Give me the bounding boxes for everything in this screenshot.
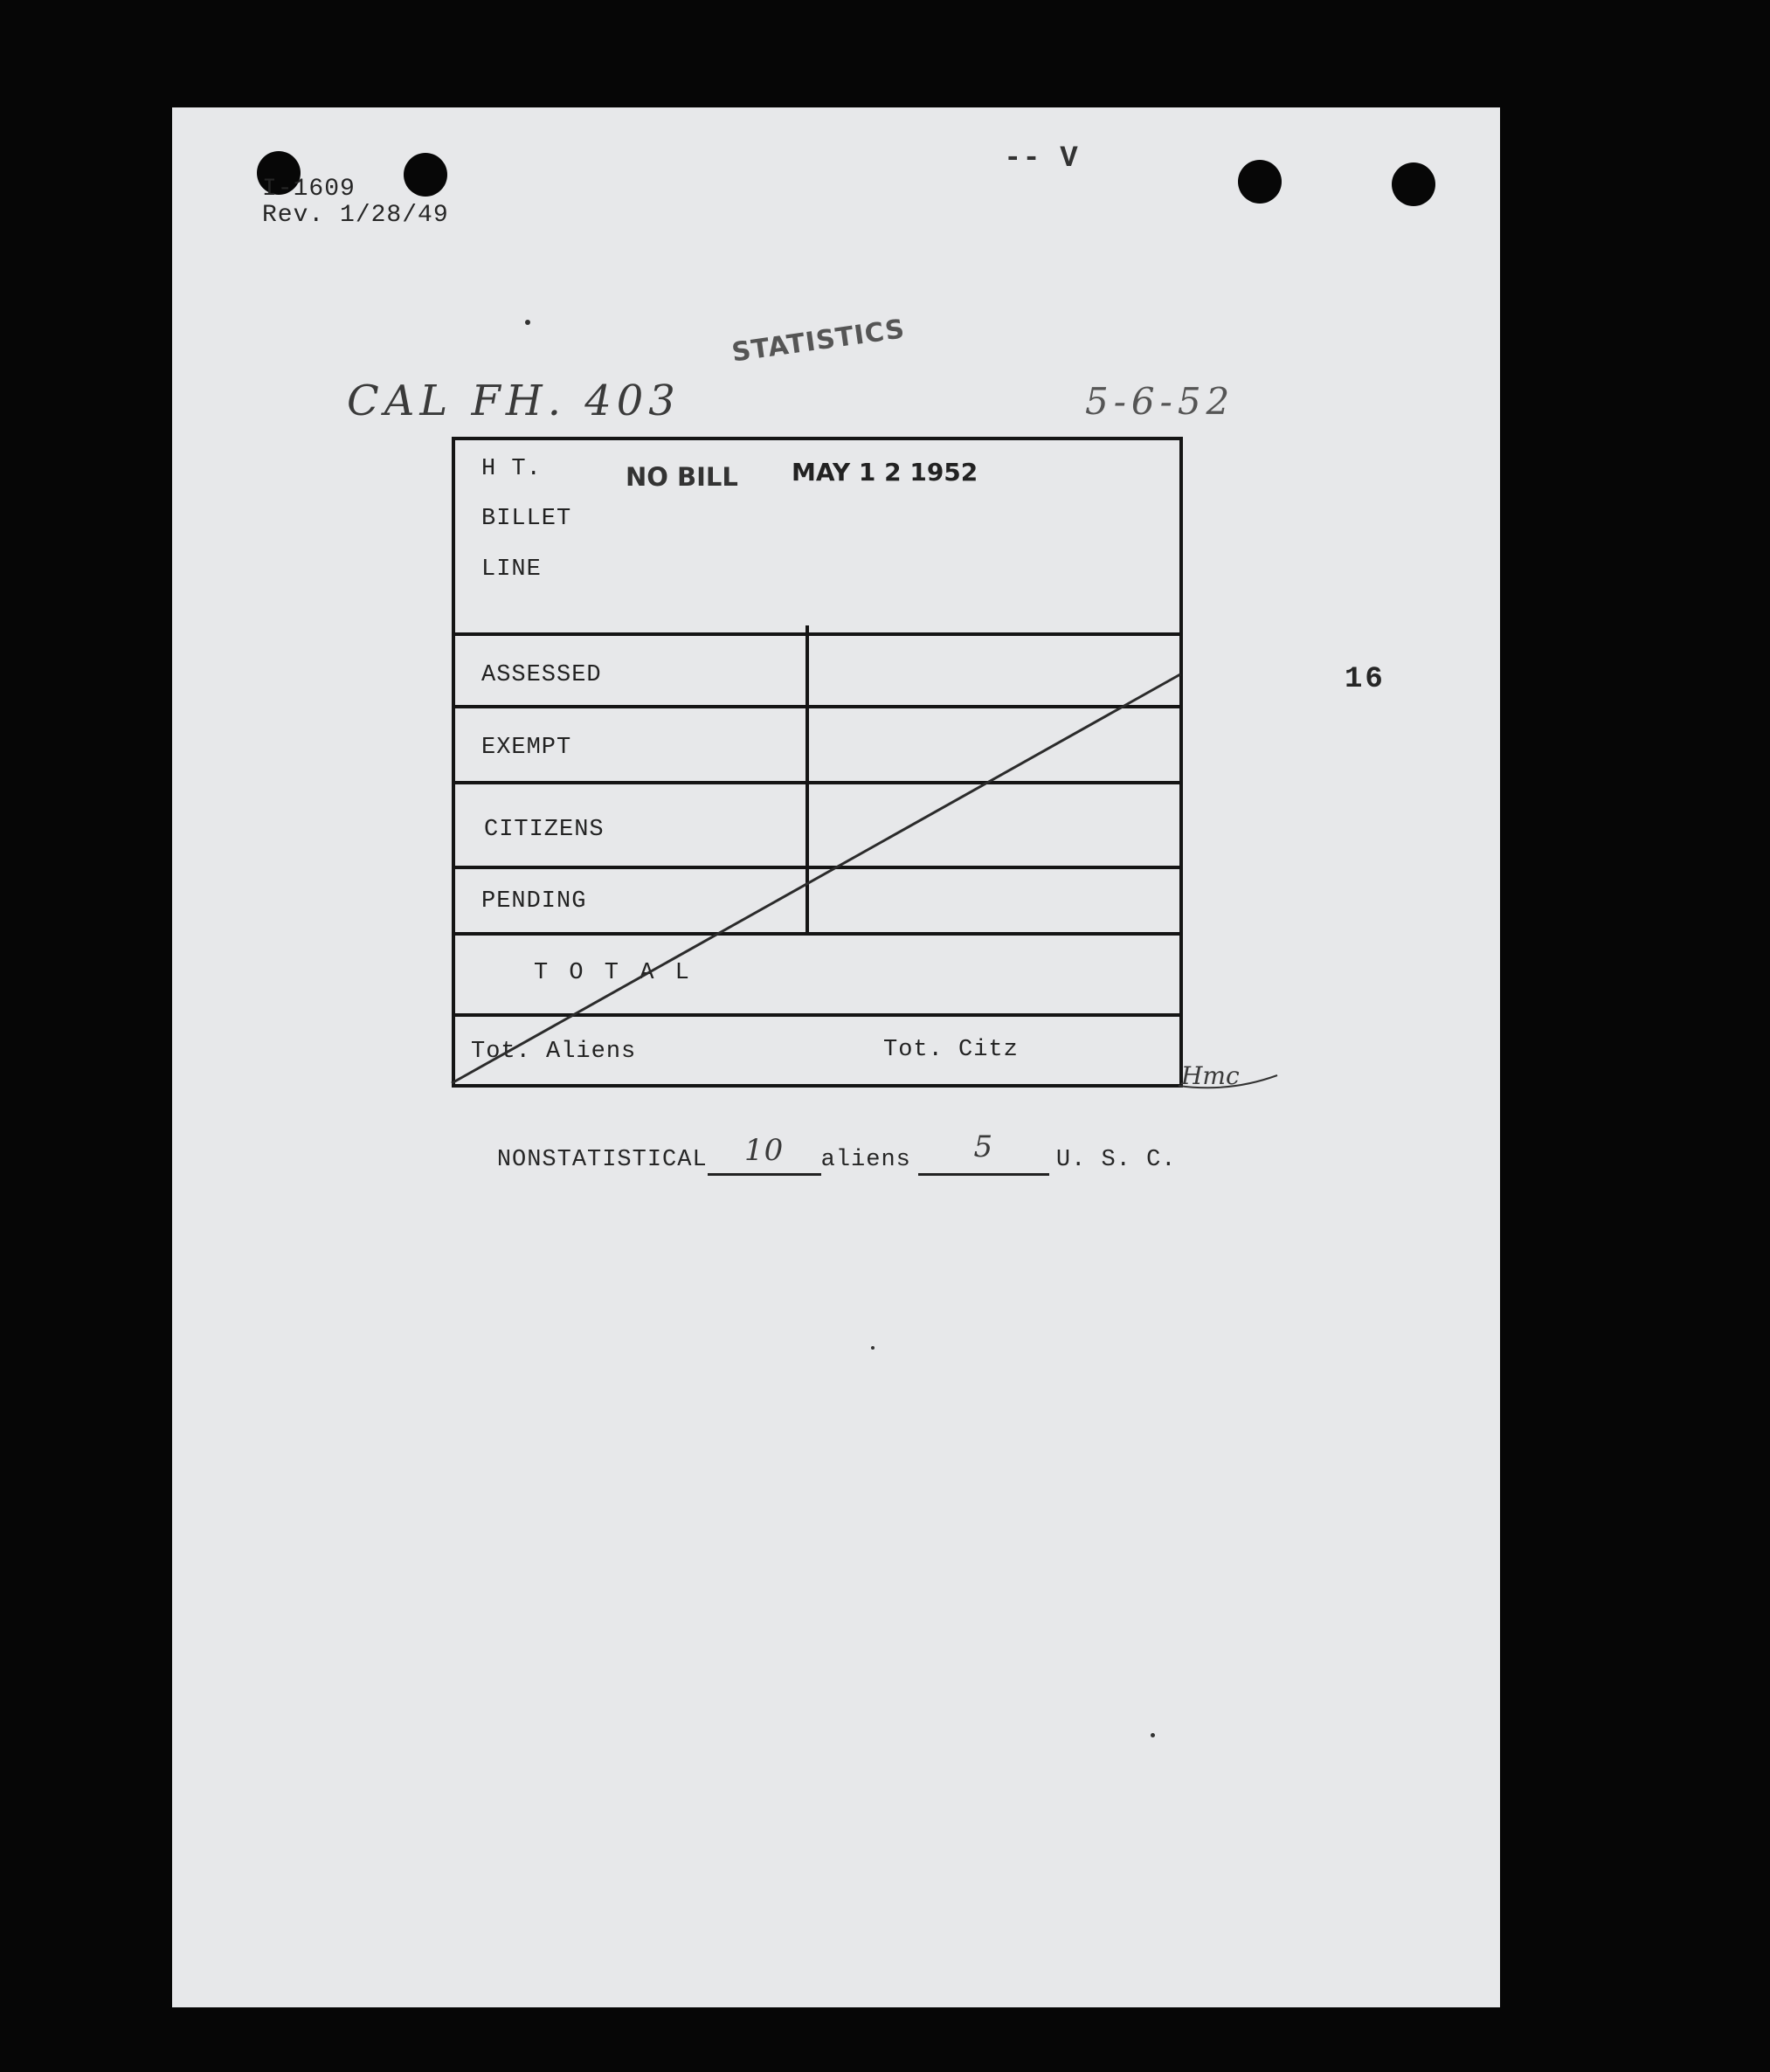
row-label-assessed: ASSESSED xyxy=(481,662,602,688)
top-marks: -- V xyxy=(1004,142,1079,176)
statistics-stamp: STATISTICS xyxy=(729,314,908,369)
header-ht-label: H T. xyxy=(481,456,542,482)
punch-hole xyxy=(1392,162,1435,206)
usc-label: U. S. C. xyxy=(1055,1147,1177,1173)
row-label-exempt: EXEMPT xyxy=(481,735,572,761)
handwritten-initials: Hmc xyxy=(1181,1061,1240,1090)
header-line-label: LINE xyxy=(481,556,542,583)
aliens-count: 10 xyxy=(744,1133,785,1168)
form-revision: Rev. 1/28/49 xyxy=(262,202,449,229)
ink-speck xyxy=(871,1346,875,1350)
punch-hole xyxy=(404,153,447,197)
document-page xyxy=(172,107,1500,2007)
handwritten-reference: CAL FH. 403 xyxy=(347,376,681,425)
usc-count-field xyxy=(918,1129,1049,1176)
usc-count: 5 xyxy=(973,1129,994,1164)
initials-flourish xyxy=(1177,1068,1282,1095)
statistics-table xyxy=(452,437,1183,1088)
row-label-pending: PENDING xyxy=(481,888,587,915)
punch-hole xyxy=(1238,160,1282,204)
nonstatistical-line xyxy=(437,1112,1177,1202)
handwritten-date: 5-6-52 xyxy=(1085,380,1235,423)
aliens-label: aliens xyxy=(820,1147,911,1173)
nonstatistical-label: NONSTATISTICAL xyxy=(496,1147,708,1173)
no-bill-stamp: NO BILL xyxy=(626,462,738,492)
aliens-count-field xyxy=(708,1133,821,1176)
tot-citizens-label: Tot. Citz xyxy=(883,1037,1019,1063)
row-label-citizens: CITIZENS xyxy=(484,817,605,843)
form-number: I-1609 xyxy=(262,176,356,203)
ink-speck xyxy=(525,320,530,325)
margin-number: 16 xyxy=(1345,663,1386,696)
total-label: T O T A L xyxy=(534,960,693,986)
tot-aliens-label: Tot. Aliens xyxy=(471,1039,637,1065)
ink-speck xyxy=(1151,1733,1155,1737)
date-stamp: MAY 1 2 1952 xyxy=(792,458,978,487)
diagonal-strike-line xyxy=(452,437,1183,1088)
header-billet-label: BILLET xyxy=(481,506,572,532)
